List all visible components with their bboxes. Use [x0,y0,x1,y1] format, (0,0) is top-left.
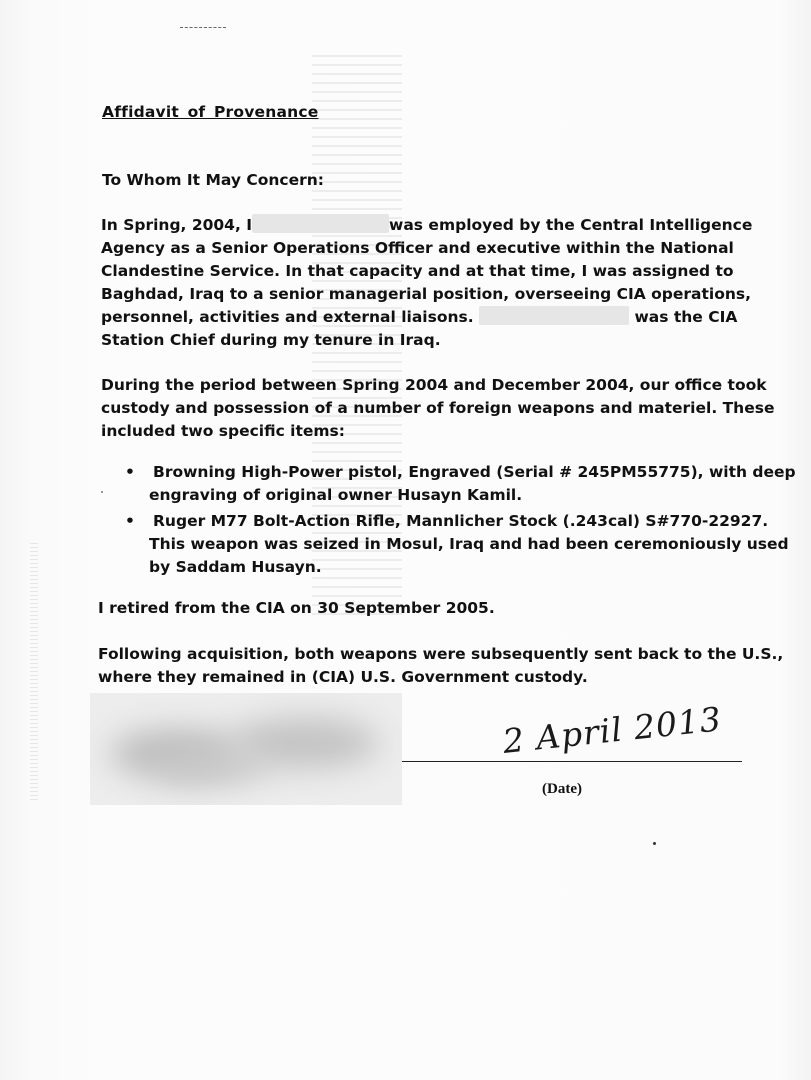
salutation: To Whom It May Concern: [102,171,325,189]
blurred-signature-block [90,693,402,805]
paragraph-line: included two specific items: [101,422,345,440]
list-item-line: by Saddam Husayn. [149,558,322,576]
retirement-statement: I retired from the CIA on 30 September 2005. [98,599,495,617]
list-item-line: Browning High-Power pistol, Engraved (Serial # 245PM55775), with deep [153,463,796,481]
paragraph-employment [101,214,761,352]
paragraph-line [101,306,761,329]
paragraph-line: Following acquisition, both weapons were subsequently sent back to the U.S., [98,645,784,663]
paragraph-line: where they remained in (CIA) U.S. Government custody. [98,668,588,686]
document-title: Affidavit of Provenance [102,103,319,121]
blur-smudge [150,748,270,783]
paragraph-text: was the CIA [634,308,738,326]
paragraph-text: In Spring, 2004, I [101,216,253,234]
paragraph-line: Station Chief during my tenure in Iraq. [101,331,441,349]
top-scan-mark [180,27,226,30]
weapons-list [122,461,796,579]
paragraph-text: personnel, activities and external liaisons. [101,308,474,326]
bleed-through-edge [30,540,38,800]
paragraph-text: was employed by the Central Intelligence [389,216,753,234]
redacted-name-block [479,306,629,325]
handwritten-date: 2 April 2013 [500,699,724,761]
redacted-name-block [252,214,389,233]
list-item-line: Ruger M77 Bolt-Action Rifle, Mannlicher Stock (.243cal) S#770-22927. [153,512,769,530]
bullet-icon: • [125,463,135,481]
paragraph-line: custody and possession of a number of foreign weapons and materiel. These [101,399,775,417]
list-item-line: This weapon was seized in Mosul, Iraq and had been ceremoniously used [149,535,789,553]
date-label: (Date) [542,781,582,797]
list-item-pistol [122,461,796,507]
list-item-rifle [122,510,796,579]
paragraph-line: Agency as a Senior Operations Officer and executive within the National [101,239,734,257]
paragraph-line: During the period between Spring 2004 and December 2004, our office took [101,376,767,394]
paragraph-line: Baghdad, Iraq to a senior managerial position, overseeing CIA operations, [101,285,752,303]
scan-speck [101,491,103,493]
paragraph-line: Clandestine Service. In that capacity and at that time, I was assigned to [101,262,734,280]
paragraph-custody [101,374,775,443]
paragraph-line [101,214,761,237]
signature-line [402,761,742,762]
list-item-line: engraving of original owner Husayn Kamil. [149,486,523,504]
scan-speck [653,842,656,845]
bullet-icon: • [125,512,135,530]
paragraph-acquisition [98,643,784,689]
